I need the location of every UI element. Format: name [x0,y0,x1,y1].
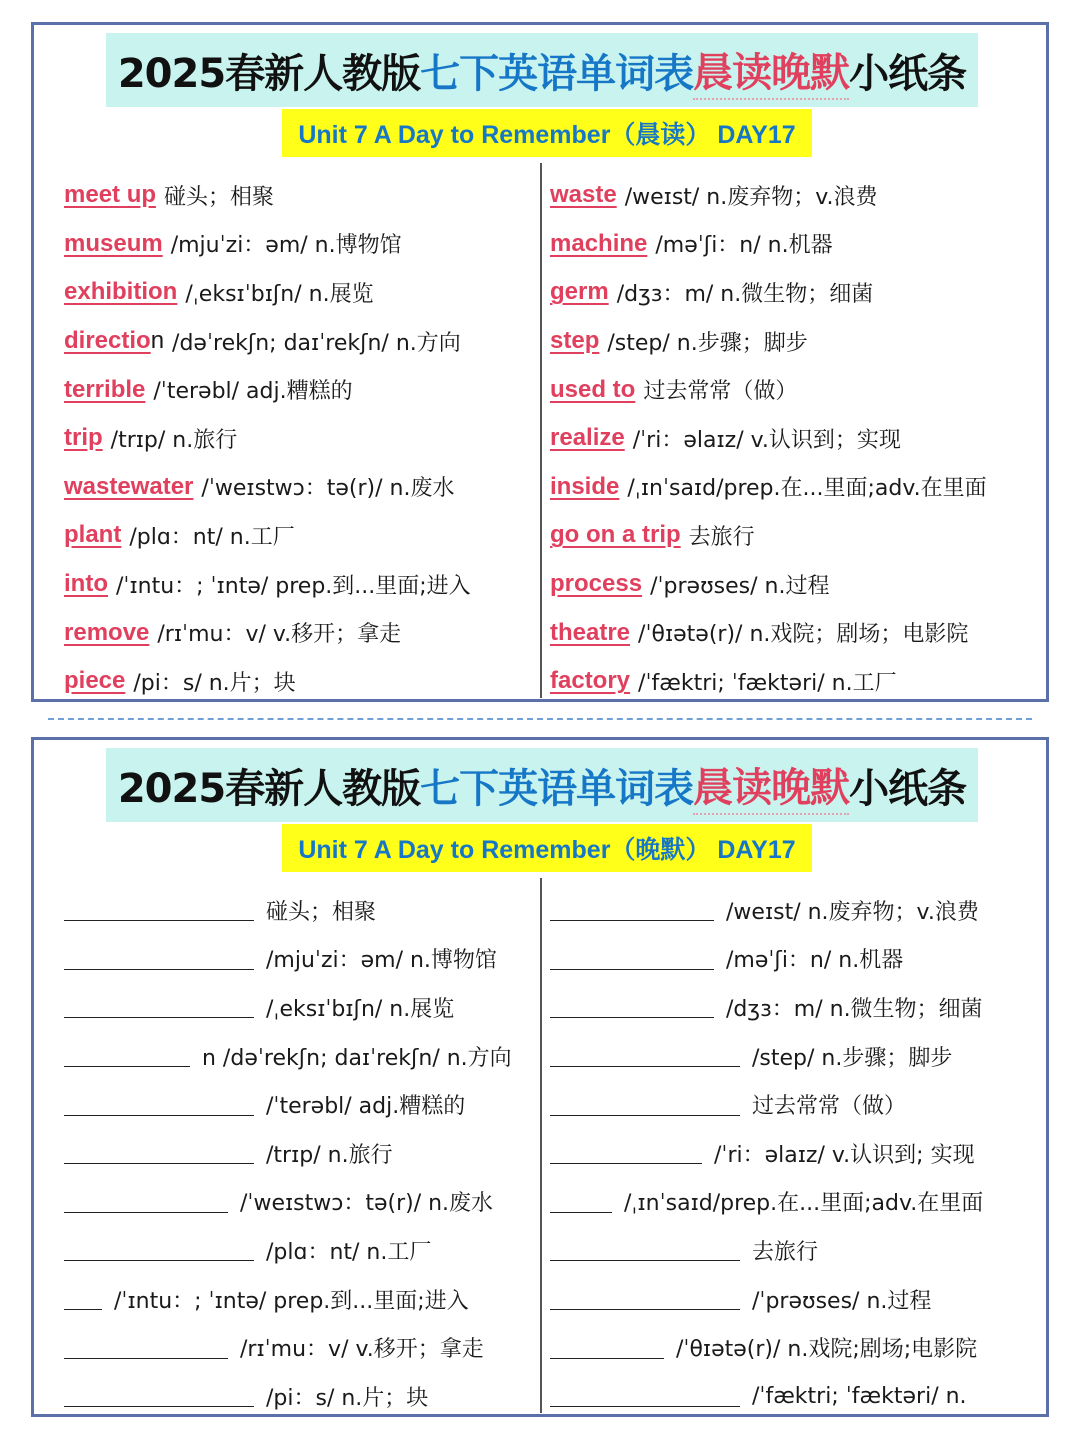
vocab-definition: /ˈθɪətə(r)/ n.戏院；剧场；电影院 [638,622,969,648]
dictation-row [550,1275,1040,1324]
answer-blank[interactable] [550,1239,740,1261]
vocab-definition: /mjuˈzi：əm/ n.博物馆 [170,233,402,259]
column-divider [540,878,542,1413]
vocab-word-tail: n [150,327,165,355]
answer-blank[interactable] [64,899,254,921]
vocab-row [550,608,1040,657]
vocab-definition: 碰头；相聚 [164,184,275,210]
vocab-row [64,511,534,560]
dictation-row [550,1129,1040,1178]
morning-reading-card [31,22,1049,702]
vocab-definition: /step/ n.步骤；脚步 [752,1045,953,1071]
answer-blank[interactable] [550,996,714,1018]
dictation-row [550,886,1040,935]
vocab-definition: /dʒɜ：m/ n.微生物；细菌 [616,281,874,307]
vocab-column-right [550,171,1040,706]
vocab-definition: /ˈri：əlaɪz/ v.认识到；实现 [632,427,901,453]
evening-dictation-card [31,737,1049,1417]
answer-blank[interactable] [64,1191,228,1213]
vocab-definition: /dʒɜ：m/ n.微生物；细菌 [726,996,983,1022]
title-part-subject: 七下英语单词表 [420,50,694,97]
title-part-subject: 七下英语单词表 [420,765,694,812]
vocab-row [550,365,1040,414]
vocab-definition: /ˈprəʊses/ n.过程 [752,1288,932,1314]
dictation-row [64,1323,534,1372]
vocab-row [64,365,534,414]
title-part-note: 小纸条 [849,50,967,97]
vocab-word: meet up [64,181,157,209]
vocab-definition: /weɪst/ n.废弃物；v.浪费 [726,899,979,925]
vocab-definition: /məˈʃi：n/ n.机器 [726,948,904,974]
vocab-row [64,560,534,609]
vocab-definition: /ˌɪnˈsaɪd/prep.在...里面;adv.在里面 [627,476,987,502]
vocab-word: exhibition [64,278,178,306]
vocab-word: used to [550,375,636,403]
answer-blank[interactable] [550,1337,664,1359]
dictation-row [64,935,534,984]
vocab-word: museum [64,229,163,257]
vocab-definition: /ˌeksɪˈbɪʃn/ n.展览 [185,281,374,307]
vocab-row [64,220,534,269]
dictation-row [550,983,1040,1032]
dictation-row [550,1032,1040,1081]
dictation-column-right [550,886,1040,1421]
title-part-method: 晨读晚默 [693,41,849,100]
answer-blank[interactable] [550,1045,740,1067]
answer-blank[interactable] [64,1142,254,1164]
vocab-definition: /dəˈrekʃn; daɪˈrekʃn/ n.方向 [172,330,461,356]
vocab-row [64,268,534,317]
vocab-row [64,463,534,512]
vocab-definition: /ˈri：əlaɪz/ v.认识到; 实现 [714,1142,975,1168]
vocab-word: into [64,570,108,598]
dictation-row [64,1080,534,1129]
answer-blank[interactable] [550,1094,740,1116]
dictation-row [550,1080,1040,1129]
vocab-word: plant [64,521,122,549]
vocab-definition: 去旅行 [752,1239,819,1265]
answer-blank[interactable] [64,1385,254,1407]
answer-blank[interactable] [64,1337,228,1359]
vocab-definition: /trɪp/ n.旅行 [110,427,238,453]
vocab-definition: /plɑ：nt/ n.工厂 [266,1239,432,1265]
vocab-definition: /weɪst/ n.废弃物；v.浪费 [624,184,878,210]
dictation-row [64,1032,534,1081]
vocab-column-left [64,171,534,706]
dictation-row [64,1129,534,1178]
vocab-word: step [550,327,600,355]
vocab-row [550,317,1040,366]
title-part-method: 晨读晚默 [693,756,849,815]
answer-blank[interactable] [64,996,254,1018]
vocab-definition: /rɪˈmu：v/ v.移开；拿走 [157,622,402,648]
vocab-word: germ [550,278,609,306]
answer-blank[interactable] [550,1142,702,1164]
vocab-definition: 碰头；相聚 [266,899,377,925]
answer-blank[interactable] [550,1385,740,1407]
vocab-definition: /ˈweɪstwɔ：tə(r)/ n.废水 [201,476,455,502]
vocab-row [64,414,534,463]
vocab-definition: /step/ n.步骤；脚步 [607,330,808,356]
answer-blank[interactable] [64,1045,190,1067]
vocab-word: remove [64,618,150,646]
vocab-word: trip [64,424,103,452]
answer-blank[interactable] [64,1094,254,1116]
vocab-word: factory [550,667,631,695]
vocab-definition: /ˈprəʊses/ n.过程 [650,573,830,599]
answer-blank[interactable] [550,948,714,970]
card-title [106,33,978,107]
vocab-word: terrible [64,375,146,403]
vocab-definition: 去旅行 [688,524,755,550]
vocab-word: process [550,570,643,598]
vocab-definition: /pi：s/ n.片；块 [133,670,296,696]
vocab-row [550,463,1040,512]
vocab-definition: /ˈterəbl/ adj.糟糕的 [266,1094,466,1120]
dictation-row [64,1226,534,1275]
vocab-definition: /pi：s/ n.片；块 [266,1385,429,1411]
column-divider [540,163,542,698]
vocab-row [550,511,1040,560]
unit-subtitle: Unit 7 A Day to Remember（晚默） DAY17 [282,824,812,872]
vocab-word: waste [550,181,617,209]
vocab-definition: /ˈfæktri; ˈfæktəri/ n.工厂 [638,670,897,696]
vocab-word: wastewater [64,472,194,500]
dictation-row [550,1226,1040,1275]
vocab-row [64,657,534,706]
vocab-row [64,317,534,366]
dictation-row [550,1178,1040,1227]
vocab-word: go on a trip [550,521,681,549]
dictation-row [550,935,1040,984]
vocab-definition: /ˈɪntu：; ˈɪntə/ prep.到...里面;进入 [114,1288,469,1314]
dictation-column-left [64,886,534,1421]
card-title [106,748,978,822]
vocab-row [550,560,1040,609]
vocab-definition: 过去常常（做） [643,379,798,405]
answer-blank[interactable] [550,1288,740,1310]
vocab-definition: /ˈterəbl/ adj.糟糕的 [153,379,353,405]
answer-blank[interactable] [64,948,254,970]
title-part-edition: 2025春新人教版 [117,765,421,812]
vocab-definition: /mjuˈzi：əm/ n.博物馆 [266,948,497,974]
title-part-edition: 2025春新人教版 [117,50,421,97]
vocab-row [550,220,1040,269]
dictation-row [64,886,534,935]
dictation-row [64,983,534,1032]
vocab-word: inside [550,472,620,500]
unit-subtitle: Unit 7 A Day to Remember（晨读） DAY17 [282,109,812,157]
vocab-definition: /ˈθɪətə(r)/ n.戏院;剧场;电影院 [676,1337,978,1363]
vocab-definition: /ˌɪnˈsaɪd/prep.在...里面;adv.在里面 [624,1191,984,1217]
answer-blank[interactable] [550,1191,612,1213]
vocab-definition: /trɪp/ n.旅行 [266,1142,393,1168]
vocab-row [550,414,1040,463]
vocab-definition: /ˌeksɪˈbɪʃn/ n.展览 [266,996,455,1022]
vocab-definition: n /dəˈrekʃn; daɪˈrekʃn/ n.方向 [202,1045,512,1071]
answer-blank[interactable] [64,1239,254,1261]
vocab-word: theatre [550,618,631,646]
vocab-definition: /ˈɪntu：; ˈɪntə/ prep.到...里面;进入 [115,573,471,599]
title-part-note: 小纸条 [849,765,967,812]
vocab-word: piece [64,667,126,695]
dictation-row [64,1275,534,1324]
vocab-definition: /ˈweɪstwɔ：tə(r)/ n.废水 [240,1191,494,1217]
cut-line-divider [48,718,1032,720]
vocab-definition: 过去常常（做） [752,1094,907,1120]
vocab-word: realize [550,424,625,452]
dictation-row [550,1323,1040,1372]
vocab-definition: /rɪˈmu：v/ v.移开；拿走 [240,1337,484,1363]
dictation-row [550,1372,1040,1421]
vocab-row [64,171,534,220]
vocab-word: machine [550,229,648,257]
dictation-row [64,1372,534,1421]
vocab-row [64,608,534,657]
vocab-definition: /plɑ：nt/ n.工厂 [129,524,295,550]
vocab-row [550,171,1040,220]
vocab-row [550,268,1040,317]
vocab-definition: /ˈfæktri; ˈfæktəri/ n. [752,1383,967,1409]
vocab-definition: /məˈʃi：n/ n.机器 [655,233,833,259]
dictation-row [64,1178,534,1227]
answer-blank[interactable] [550,899,714,921]
vocab-word: directio [64,327,151,355]
vocab-row [550,657,1040,706]
answer-blank[interactable] [64,1288,102,1310]
